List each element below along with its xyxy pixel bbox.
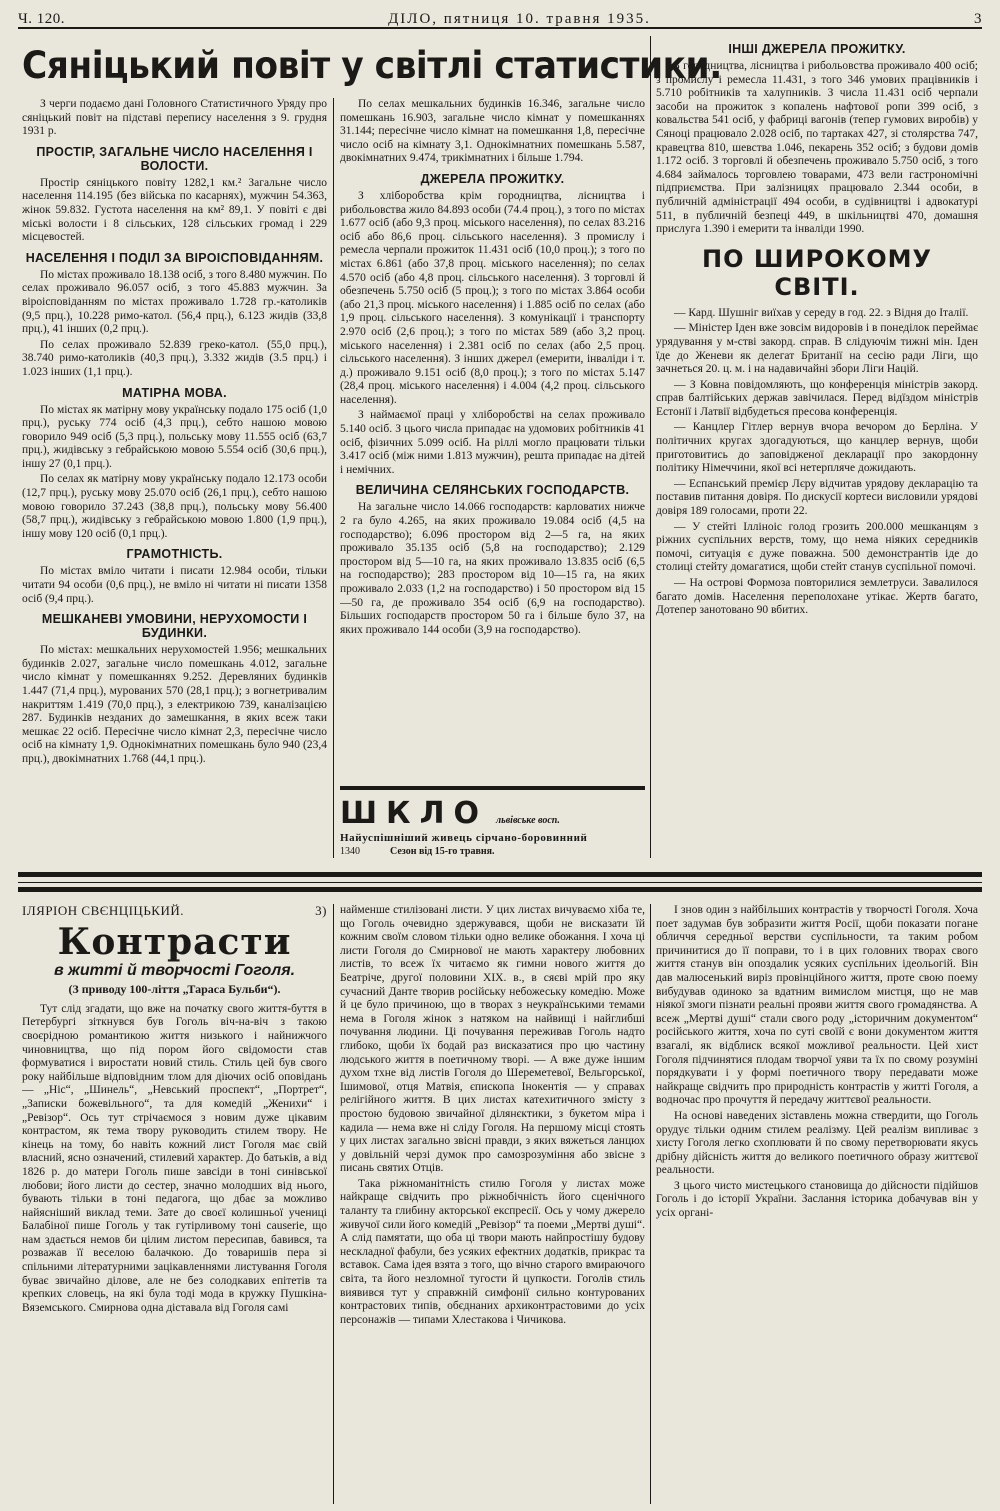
paragraph-language-2: По селах як матірну мову українську подало 12.173 особи (12,7 прц.), руську мову 25.070 осіб (26,1 прц.), себто нашою мовою говорило 37.243 (38,8 прц.), польську мову 56.400 (58,7 прц.), жидівську з гебрайською мовою 1.800 (1,9 прц.), іншу мову 120 осіб (0,1 прц.). [22, 473, 327, 540]
article2-paragraph-3: Така ріжноманітність стилю Гоголя у листах може найкраще свідчить про ріжнобічність його сценічного таланту та глибину акторської експресії. Ось у чому джерело живучої сили його комедій „Ревізор“ та поеми „Мертві душі“. А слід памятати, що оба ці твори мають найпростішу будову нескладної фабули, без усяких ефектних додатків, прикрас та вставок. Сама ідея взята з того, що вічно старого вмираючого світа, та його незломної тугости й цупкости. Гоголів стиль виявився тут у справжній симфонії сильно контурованих контрастових типів, обєднаних архиконтрастовими до усіх персонажів — типами Хлестакова і Чичикова. [340, 1177, 645, 1326]
world-news-item: — Канцлер Гітлер вернув вчора вечором до Берліна. У політичних кругах здогадуються, що канцлер вернув, щоби приготовитись до заповідженої декларації про закордонну політику Німеччини, якої всі нетерпляче дожидають. [656, 421, 978, 475]
article2-note: (З приводу 100-ліття „Тараса Бульби“). [68, 982, 281, 997]
masthead-rule [18, 27, 982, 29]
section-heading-language: МАТІРНА МОВА. [122, 385, 227, 400]
world-news-item: — Еспанський премієр Лєру відчитав урядову декларацію та поставив питання довіря. По дискусії кортеси висловили урядові довіря 189 голосами, проти 22. [656, 477, 978, 518]
world-news-list [656, 307, 978, 618]
paragraph-other: З городництва, лісництва і рибольовства проживало 400 осіб; з промислу і ремесла 11.431, з того 346 умових працівників і 5.710 робітників та халупників. З числа 11.431 осіб черпали засоби на прожиток з копалень нафтової ропи 399 осіб, з ковальства 541 осіб, у фабриці вагонів (тепер гумових виробів) у Сяноці працювало 2.028 осіб, по тартаках 427, зі столярства 747, кравецтва 810, шевства 1.046, пекарень 352 осіб; з будови домів 1.172 осіб. З торговлі й обезпечень проживало 5.750 осіб, з того 4.684 займалось торговлею товарами, 473 вели гастрономічні підприємства. При залізницях працювало 2.344 особи, в публичній адміністрації 494 особи, в судівництві і адвокатурі 511, в публичній безпеці 449, в шкільництві 470, домашня прислуга 1.390 і емерити та інваліди 1990. [656, 60, 978, 236]
article2-column-2 [340, 904, 645, 1504]
advertisement [340, 786, 645, 866]
ad-line: Найуспішніший живець сірчано-боровинний [340, 832, 588, 844]
article2-paragraph-2: найменше стилізовані листи. У цих листах вичуваємо хіба те, що Гоголь очевидно здержувався, щоби не висказати їй кожним своїм словом тільки одно велике обожання. І хоча ці листи Гоголя до Смирнової не мають характеру любовних листів, то всеж їх читаємо як гимни нового життя до Беатріче, другої половини XIX. в., в сяєві мрій про яку сучасний Данте творив російську небожеську комедію. Може й це було причиною, що в творах з неукраїнськими темами нема в Гоголя жінок з натяком на найвищі і найглибші почування людини. Ці почування переживав Гоголь надто глибоко, щоби їх бодай раз висказатися про цю частину людського життя в поетичному творі. — А вже дуже іншим духом тхне від листів Гоголя до Шереметевої, Вельгорської, Ішимової, отця Матвія, єпископа Інокентія — у справах релігійного життя. В цих листах катехитичного змісту з простою будовою звичайної ділянєктики, з букетом міра і кадила — нема вже ні сліду Гоголя. На першому місці стоять у цих листах загально звісні правди, з яких вяжеться ланцюх у довільній черзі думок про самозрозуміння або звісне з писань святих Отців. [340, 904, 645, 1175]
article2-author: ІЛЯРІОН СВЄНЦІЦЬКИЙ. [22, 904, 184, 918]
column-divider [333, 98, 334, 858]
article1-column-1 [22, 98, 327, 858]
paragraph-income-1: З хліборобства крім городництва, лісництва і рибольовства жило 84.893 особи (74.4 проц.), з того по містах 1.677 осіб (або 9,3 проц. міського населення), по селах 83.216 осіб або 86,6 проц. сільського населення). З промислу і ремесла черпали прожиток 11.431 осіб (10,0 проц.); з того по містах 6.861 (або 37,8 проц. міського населення); по селах 4.570 осіб (або 4,8 проц. сільського населення). З торговлі й обезпечень 5.750 осіб (5 проц.); з того по містах 3.864 особи (або 21,3 проц. міського населення) і 1.885 осіб по селах (або 1,9 проц. сільського населення). З комунікації і транспорту 2.970 осіб (2,6 проц.); з того по містах 589 (або 3,2 проц. міського населення) і 2.381 осіб по селах (або 2,5 проц. сільського населення). З інших джерел (емерити, інваліди і т. д.) проживало 9.151 осіб (8,0 проц.); з того по містах 5.147 (28,4 проц. міського населення) і 4.004 (4,2 проц. сільського населення). [340, 189, 645, 406]
ad-season: Сезон від 15-го травня. [390, 846, 495, 857]
article-title: Сяніцький повіт у світлі статистики. [22, 44, 722, 87]
masthead [18, 6, 982, 28]
article2-paragraph-6: З цього чисто мистецького становища до дійсности підійшов Гоголь і до історії України. Заслання історика добачував він у усіх органі- [656, 1179, 978, 1220]
section-separator-thin [18, 882, 982, 883]
section-heading-farms: ВЕЛИЧИНА СЕЛЯНСЬКИХ ГОСПОДАРСТВ. [355, 483, 630, 498]
section-separator [18, 872, 982, 877]
article1-column-2 [340, 98, 645, 778]
paragraph-literacy: По містах вміло читати і писати 12.984 особи, тільки читати 94 особи (0,6 прц.), не вміло ні читати ні писати 1358 осіб (9,4 прц.). [22, 565, 327, 605]
section-separator [18, 887, 982, 892]
article2-column-3 [656, 904, 978, 1504]
article2-subtitle: в житті й творчості Гоголя. [53, 961, 296, 979]
article1-column-3 [656, 36, 978, 858]
world-news-item: — У стейті Ілліноіс голод грозить 200.000 мешканцям з ріжних суспільних верств, тому, що нема ніяких середників помочі, ситуація є дуже поважна. 500 демонстрантів іде до столиці стейту домагатися, щоби стейт станув суспільної помочі. [656, 520, 978, 574]
section-heading-religion: НАСЕЛЕННЯ І ПОДІЛ ЗА ВІРОІСПОВІДАННЯМ. [25, 250, 324, 265]
article1-intro: З черги подаємо дані Головного Статистичного Уряду про сяніцький повіт на підставі перепису населення з 9. грудня 1931 р. [22, 98, 327, 138]
article2-paragraph-5: На основі наведених зіставлень можна ствердити, що Гоголь орудує тільки одним стилем реалізму. Цей реалізм випливає з хисту Гоголя легко схоплювати й по свому перетворювати якусь дрібну дійсність життя до великого поетичного образу життєвої реальности. [656, 1109, 978, 1177]
column-divider [650, 904, 651, 1504]
paragraph-religion-2: По селах проживало 52.839 греко-катол. (55,0 прц.), 38.740 римо-католиків (40,3 прц.), 3.332 жидів (3.5 прц.) і 1.023 інших (1,1 прц.). [22, 338, 327, 378]
ad-brand: ШКЛО [340, 796, 489, 831]
paragraph-religion-1: По містах проживало 18.138 осіб, з того 8.480 мужчин. По селах проживало 96.057 осіб, з того 45.883 мужчин. За віроісповіданням по містах проживало 1.728 гр.-католиків (9,5 прц.), 10.228 римо-катол. (56,4 прц.), 6.123 жидів (33,8 прц.), 41 інших (0,2 прц.). [22, 268, 327, 336]
world-news-item: — Міністер Іден вже зовсім видоровів і в понеділок переймає урядування у м-стві закорд. справ. В слідуючім тижні мін. Іден їде до Женеви як делегат Британії на сесію ради Ліги, що зачнеться 20. ц. м. і на надавичайні збори Ліги Націй. [656, 322, 978, 376]
article2-paragraph-1: Тут слід згадати, що вже на початку свого життя-буття в Петербургі зіткнувся був Гоголь віч-на-віч з такою своєрідною романтикою життя низького і найнижчого чиновництва, що під пором його свідомости став формуватися і виростати новий стиль. Стиль цей був свого року найбільше відповідним тлом для діючих осіб оповідань — „Ніс“, „Шинель“, „Невський проспект“, „Портрет“, „Записки божевільного“, та для комедій „Женихи“ і „Ревізор“. Ось тут стрічаємося з новим дуже цікавим контрастом, як тема твору руководить стилем твору. Не кінець на тому, бо навіть кожний лист Гоголя має свій власний, ясно означений, стилевий характер. До батьків, а від 1826 р. до матери Гоголь пише завсіди в тоні синівської любови; його листи до сестер, значно молодших від нього, бувають тільки в тоні педагога, що дбає за можливо найясніший виклад теми. Зате до своєї колишньої учениці Балабіної пише Гоголь у так гутірливому тоні causerie, що нам здається немов би цілим листом пересипав, бавився, та розважав її веселою балачкою. До товаришів пера зі спільними літературними зацікавленнями листування Гоголя буває звичайно ділове, але не без солодкавих епітетів та крепких словець, на які була тоді мода в кружку Пушкіна-Вяземського. Смирнова одна діставала від Гоголя самі [22, 1002, 327, 1314]
page-number: 3 [974, 11, 982, 27]
paragraph-housing-1: По містах: мешкальних нерухомостей 1.956; мешкальних будинків 2.027, загальне число помешкань 4.012, загальне число кімнат у помешканнях 9.252. Деревляних будинків 1.447 (71,4 прц.), мурованих 570 (28,1 прц.); з вогнетривалим накриттям 1.419 (70,0 прц.), з електрикою 739, каналізацією 287. Будинків незданих до замешкання, в яких всеж таки мешкає 22 осіб. Пересічне число кімнат 2,3, пересічне число осіб на кімнату 1,9. Однокімнатних помешкань було 940 (23,4 прц.), двокімнатних 1.768 (44,1 прц.). [22, 644, 327, 765]
column-divider [333, 904, 334, 1504]
section-heading-income: ДЖЕРЕЛА ПРОЖИТКУ. [420, 171, 565, 186]
paragraph-farms: На загальне число 14.066 господарств: карловатих нижче 2 га було 4.265, на яких проживало 19.084 осіб (4,5 на господарство); 6.096 простором від 2—5 га, на яких проживало 35.135 осіб (5,8 на господарство); 2.129 простором від 5—10 га, на яких проживало 13.835 осіб (6,5 на господарство); 283 простором від 10—15 га, на яких проживало 2.033 (1,2 на господарство) і 50 простором від 15—50 га, де проживало 354 осіб (6,9 на господарство). Більших господарств простором 50 га і більше було 37, на яких проживало 144 особи (3,9 на господарство). [340, 501, 645, 636]
paragraph-language-1: По містах як матірну мову українську подало 175 осіб (1,0 прц.), руську 774 осіб (4,3 прц.), себто нашою мовою говорило 949 осіб (5,3 прц.), польську мову 11.555 осіб (63,7 прц.), жидівську з гебрайською мовою 5.554 осіб (30,6 прц.), іншу 27 (0,1 прц.). [22, 403, 327, 470]
article2-title: Контрасти [57, 920, 292, 963]
article2-part: 3) [315, 904, 327, 918]
masthead-title: ДІЛО, пятниця 10. травня 1935. [388, 11, 651, 27]
section-heading-housing: МЕШКАНЕВІ УМОВИНИ, НЕРУХОМОСТИ І БУДИНКИ. [41, 612, 308, 641]
world-news-title: ПО ШИРОКОМУ СВІТІ. [702, 244, 932, 301]
column-divider [650, 36, 651, 858]
section-heading-space: ПРОСТІР, ЗАГАЛЬНЕ ЧИСЛО НАСЕЛЕННЯ І ВОЛОСТИ. [36, 144, 313, 173]
paragraph-housing-2: По селах мешкальних будинків 16.346, загальне число помешкань 16.903, загальне число кімнат у помешканнях 31.144; пересічне число кімнат на помешкання 1,8, пересічне число осіб на кімнату 3,1. Однокімнатних помешкань 5.587, двокімнатних 9.474, трикімнатних і більше 1.794. [340, 98, 645, 165]
paragraph-space: Простір сяніцького повіту 1282,1 км.² Загальне число населення 114.195 (без війська по касарнях), мужчин 54.363, жінок 59.832. Густота населення на км² 89,1. У повіті є дві міські волости і 8 сільських, 128 сільських громад і 229 місцевостей. [22, 176, 327, 244]
ad-city: львівське восп. [496, 815, 560, 826]
paragraph-income-2: З наймаємої праці у хліборобстві на селах проживало 5.140 осіб. З цього числа припадає на удомових робітників 41 осіб, фізичних 5.099 осіб. На ріллі могло працювати тільки 3.417 осіб (між ними 1.813 мужчин), решта припадає на дітей і немічних. [340, 409, 645, 476]
ad-code: 1340 [340, 846, 360, 857]
article2-paragraph-4: І знов один з найбільших контрастів у творчості Гоголя. Хоча поет задумав був зобразити життя Росії, щоби показати погане обличчя середньої верстви суспільности, та таким робом причинитися до її поправи, то і в цих головних творах свого життя станув він опоздалик усяких суспільних ідеольогій. Він дав малюсенький виріз провінційного життя, проте свою поему вибудував одиноко за вдатним вимислом мистця, що не мав ніякої змоги пізнати реальні прояви життя свого громадянства. А всеж „Мертві душі“ стали свого роду „історичним документом“ російського життя, хоча по суті своїй є вони документом життя взагалі, як відблиск всякої можливої реальности. Цей хист Гоголя підчинятися плодам творчої уяви та їх по свому розуміні порядкувати і у формі поетичного твору передавати може найкраще свідчить про природність контрастів у житті Гоголя, а водночас про прочуття й передачу життєвої реальности. [656, 904, 978, 1107]
world-news-item: — Кард. Шушніг виїхав у середу в год. 22. з Відня до Італії. [674, 306, 969, 319]
section-heading-other: ІНШІ ДЖЕРЕЛА ПРОЖИТКУ. [728, 42, 906, 56]
article2-column-1 [22, 904, 327, 1504]
issue-number: Ч. 120. [18, 11, 65, 27]
world-news-item: — З Ковна повідомляють, що конференція міністрів закорд. справ балтійських держав завічилася. Перед відїздом міністрів Естонії і Латвії відбудеться пресова конференція. [656, 378, 978, 418]
section-heading-literacy: ГРАМОТНІСТЬ. [126, 547, 223, 562]
world-news-item: — На острові Формоза повторилися землетруси. Завалилося багато домів. Населення переполохане утікає. Жертв багато, Дотепер занотовано 90 вбитих. [656, 577, 978, 617]
